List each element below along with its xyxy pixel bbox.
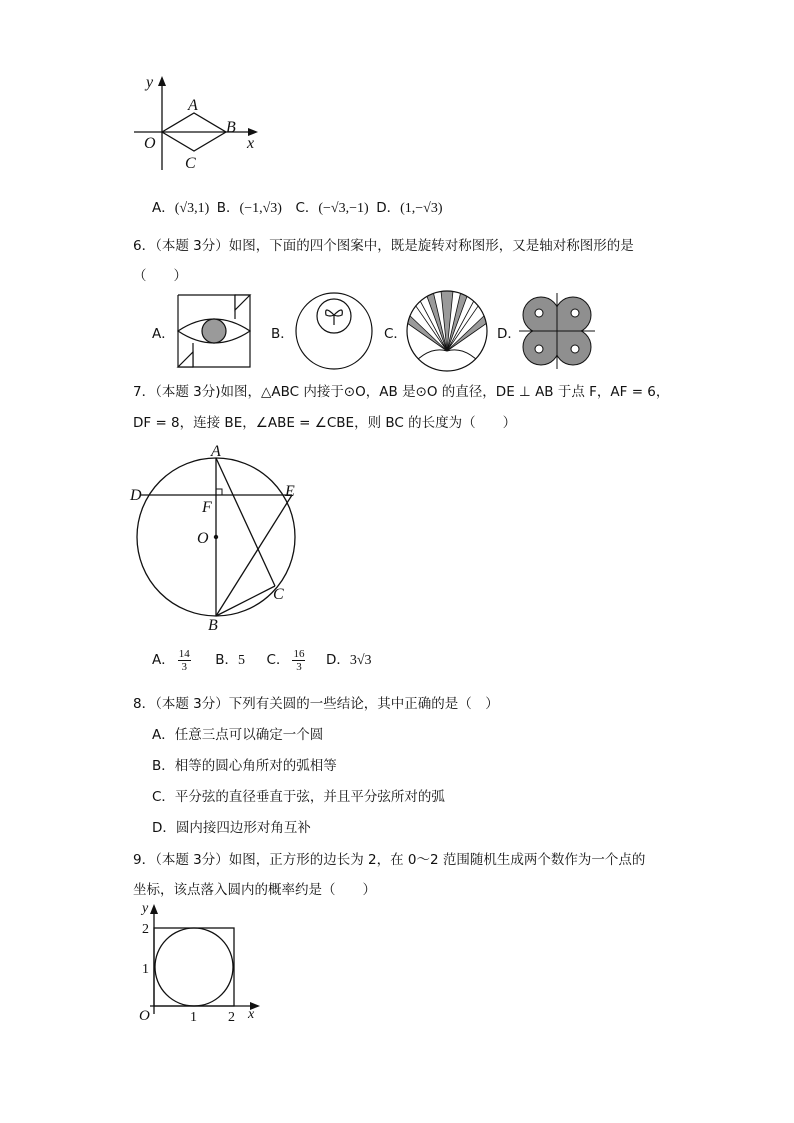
- label-b: B: [226, 119, 236, 136]
- q5-option-c[interactable]: C．(−√3,−1): [295, 200, 369, 216]
- inscribed-circle: [155, 928, 233, 1006]
- label-d: D: [130, 487, 142, 504]
- right-angle-mark: [216, 489, 222, 495]
- label-x: x: [247, 135, 255, 152]
- label-b: B: [208, 617, 218, 634]
- y-axis-arrow-icon: [150, 904, 158, 914]
- y-axis-arrow-icon: [158, 76, 166, 86]
- center-point: [214, 535, 218, 539]
- q6-stem-line2: （ ）: [133, 268, 187, 284]
- q8-stem: 8．（本题 3分）下列有关圆的一些结论，其中正确的是（ ）: [133, 696, 499, 712]
- q6-figure-a: [175, 292, 253, 370]
- label-o: O: [197, 530, 209, 547]
- q7-option-a[interactable]: A． $\frac{14}{3}$: [152, 648, 190, 674]
- tick-x2: 2: [228, 1010, 235, 1025]
- label-o: O: [139, 1008, 150, 1024]
- q7-figure: [130, 440, 330, 640]
- q9-figure: [130, 898, 270, 1028]
- q5-options: [152, 196, 443, 217]
- pupil: [202, 319, 226, 343]
- q7-stem-line2: DF = 8，连接 BE，∠ABE = ∠CBE，则 BC 的长度为（ ）: [133, 415, 517, 431]
- label-c: C: [185, 155, 196, 172]
- q5-option-d[interactable]: D．(1,−√3): [376, 200, 443, 216]
- q5-figure: [130, 70, 270, 180]
- q8-option-c[interactable]: C．平分弦的直径垂直于弦，并且平分弦所对的弧: [152, 789, 445, 805]
- q6-stem-line1: 6．（本题 3分）如图，下面的四个图案中，既是旋转对称图形，又是轴对称图形的是: [133, 238, 634, 254]
- label-e: E: [285, 483, 295, 500]
- q9-stem-line1: 9．（本题 3分）如图，正方形的边长为 2，在 0～2 范围随机生成两个数作为一个点的: [133, 852, 646, 868]
- q7-stem-line1: 7．（本题 3分)如图，△ABC 内接于⊙O，AB 是⊙O 的直径，DE ⊥ AB 于点 F，AF = 6，: [133, 384, 670, 400]
- q7-option-b[interactable]: B．5: [215, 652, 246, 668]
- label-a: A: [188, 97, 198, 114]
- q8-option-d[interactable]: D．圆内接四边形对角互补: [152, 820, 311, 836]
- q6-figure-b: [294, 291, 374, 371]
- q8-option-b[interactable]: B．相等的圆心角所对的弧相等: [152, 758, 337, 774]
- label-o: O: [144, 135, 156, 152]
- segment-ac: [216, 458, 275, 586]
- sprout-icon: [326, 310, 343, 325]
- q6-option-a-label[interactable]: A．: [152, 326, 175, 342]
- label-a: A: [211, 443, 221, 460]
- q6-figure-c: [405, 289, 489, 373]
- q9-stem-line2: 坐标，该点落入圆内的概率约是（ ）: [133, 882, 376, 898]
- q7-option-c[interactable]: C． $\frac{16}{3}$: [266, 648, 305, 674]
- q5-option-a[interactable]: A．(√3,1): [152, 200, 210, 216]
- tick-y1: 1: [142, 962, 149, 977]
- q8-option-a[interactable]: A．任意三点可以确定一个圆: [152, 727, 324, 743]
- label-y: y: [142, 901, 149, 916]
- q6-option-d-label[interactable]: D．: [497, 326, 521, 342]
- q6-option-b-label[interactable]: B．: [271, 326, 294, 342]
- q5-option-b[interactable]: B．(−1,√3): [216, 200, 282, 216]
- q7-options: [152, 648, 372, 673]
- q7-option-d[interactable]: D．3√3: [325, 652, 372, 668]
- q6-figure-d: [517, 291, 597, 371]
- label-x: x: [248, 1007, 255, 1022]
- tick-y2: 2: [142, 922, 149, 937]
- label-c: C: [273, 586, 284, 603]
- q6-option-c-label[interactable]: C．: [384, 326, 407, 342]
- eye-frame: [178, 295, 235, 319]
- label-f: F: [202, 499, 212, 516]
- tick-x1: 1: [190, 1010, 197, 1025]
- label-y: y: [146, 74, 154, 91]
